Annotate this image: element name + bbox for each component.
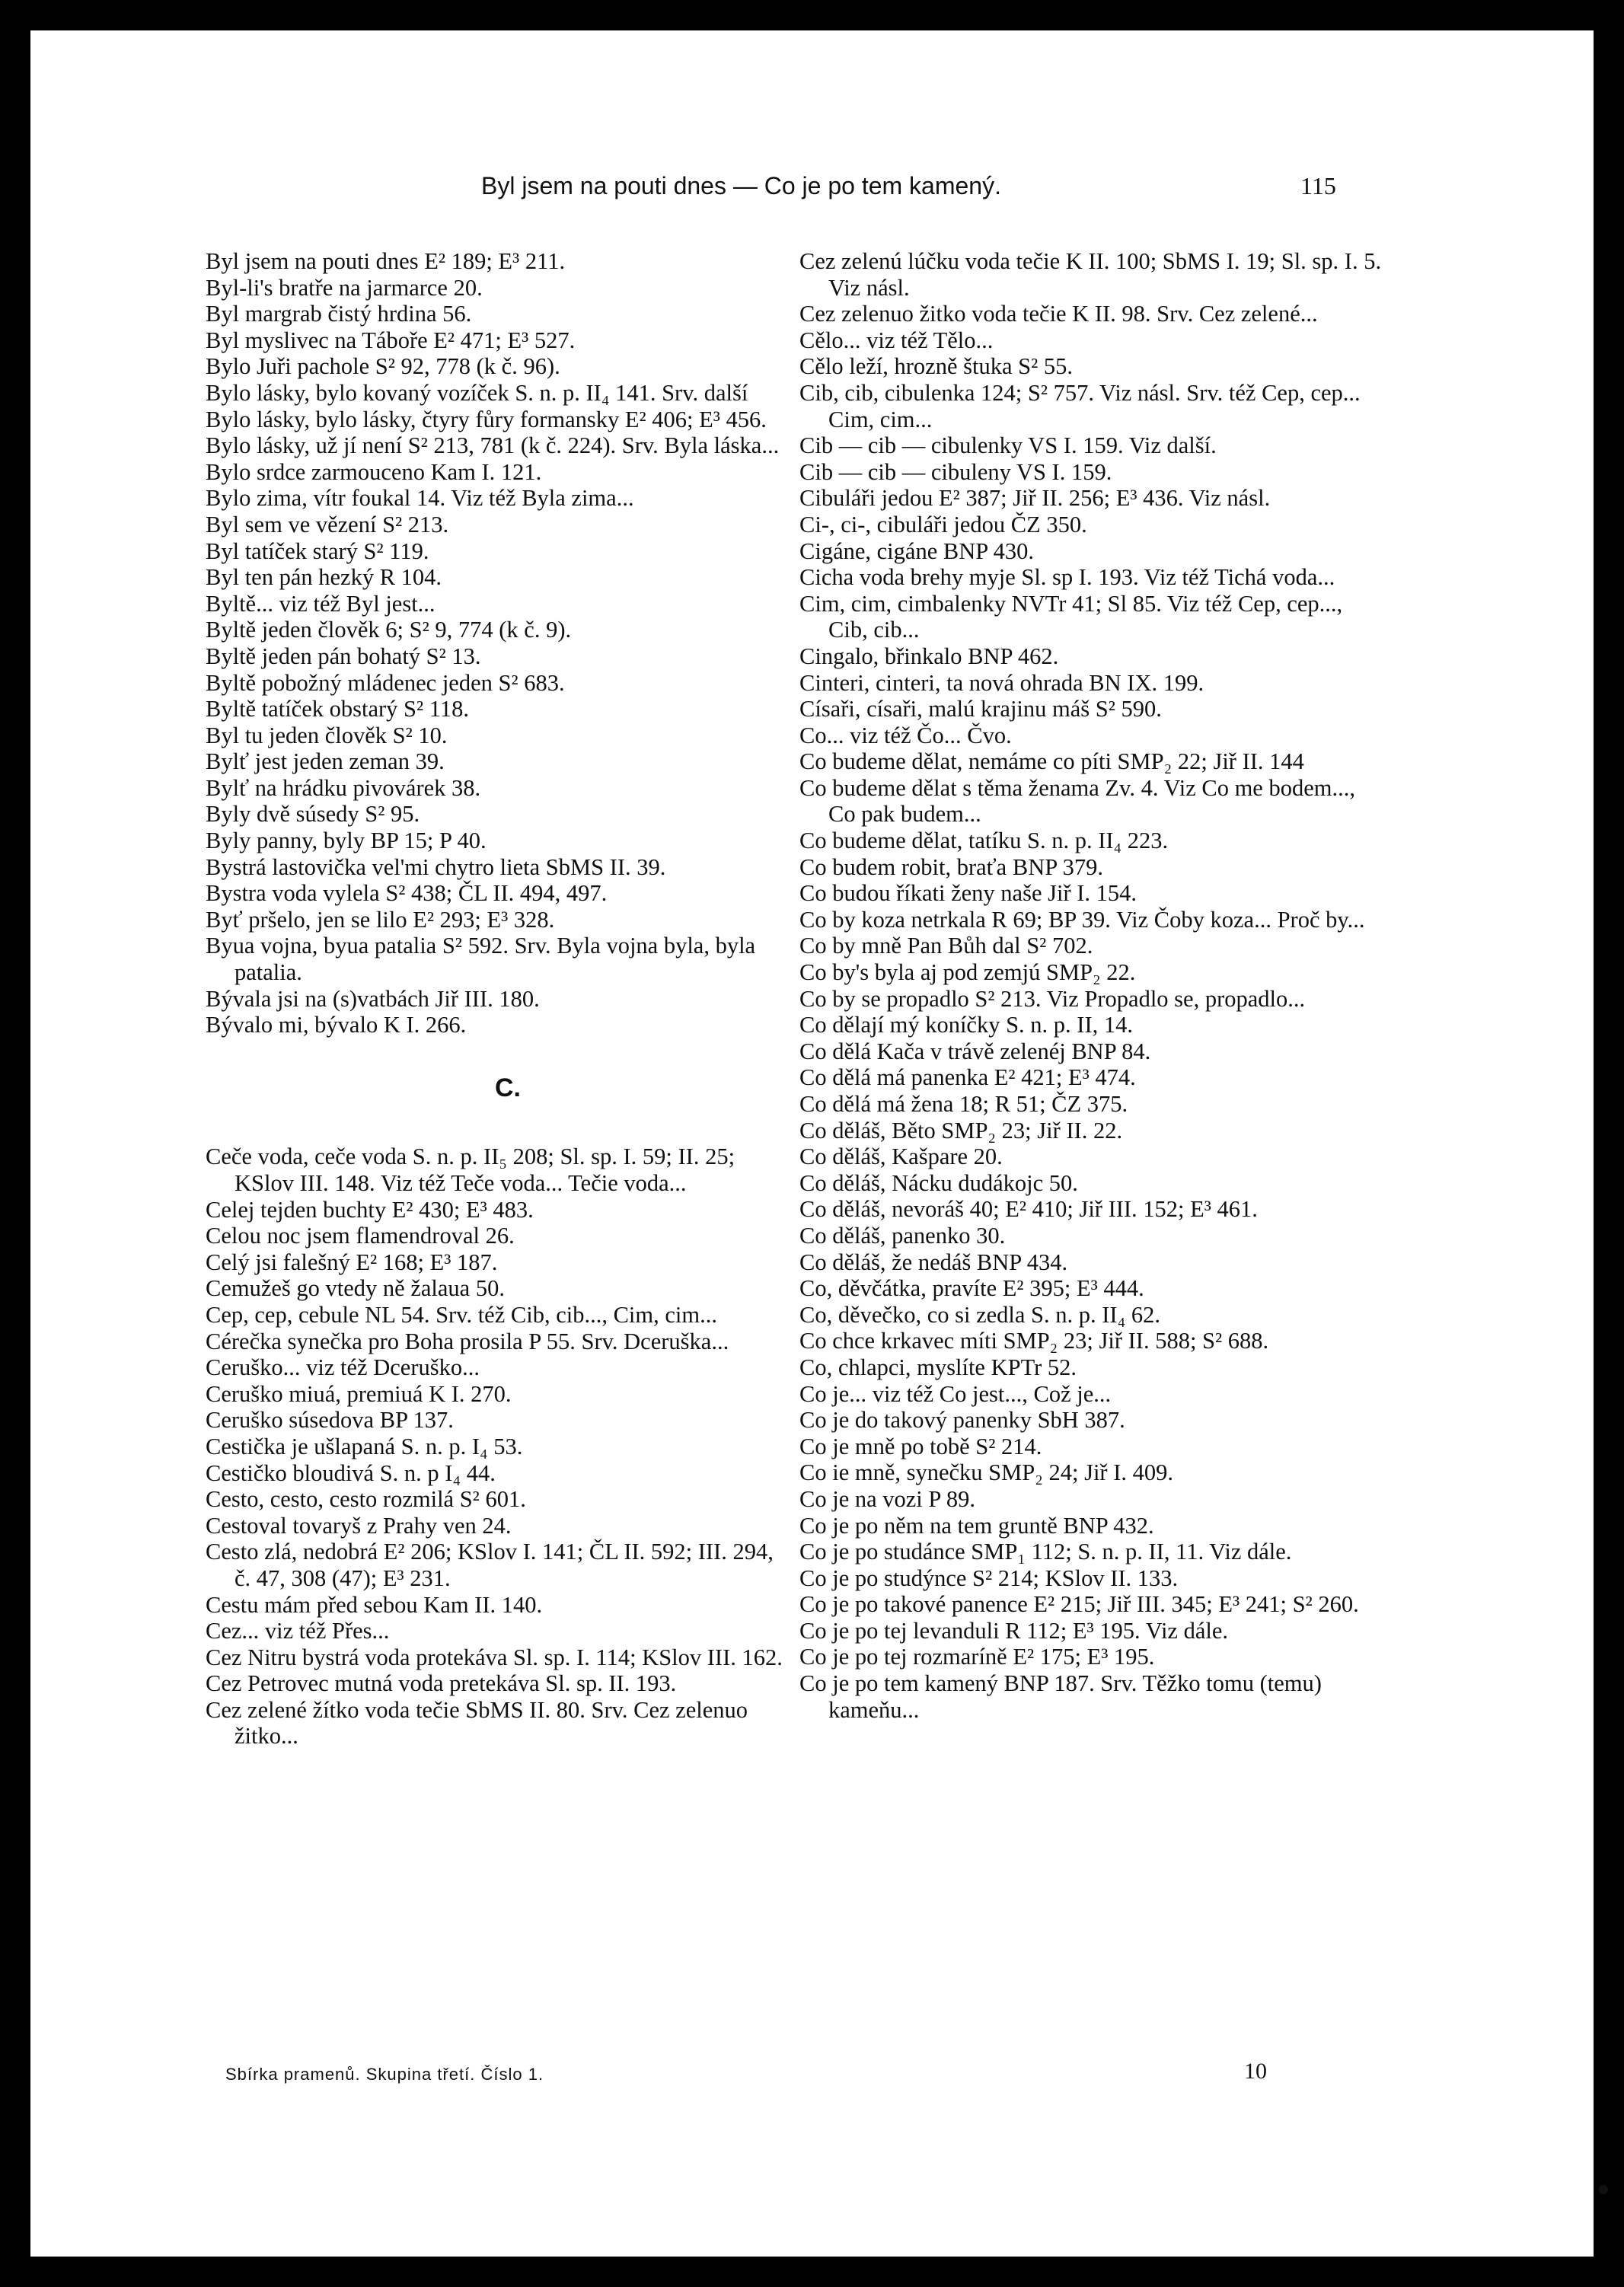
index-entry: Co budem robit, braťa BNP 379. xyxy=(799,853,1104,880)
index-entry: Co je po tej levanduli R 112; E³ 195. Viz dále. xyxy=(799,1617,1228,1644)
index-entry: Co dělá Kača v trávě zelenéj BNP 84. xyxy=(799,1038,1151,1064)
left-entries-after xyxy=(206,1144,784,1750)
index-entry: Bylo lásky, už jí není S² 213, 781 (k č. 224). Srv. Byla láska... xyxy=(206,432,780,459)
index-entry: Byltě tatíček obstarý S² 118. xyxy=(206,696,469,722)
index-entry: Co je do takový panenky SbH 387. xyxy=(799,1407,1125,1434)
index-entry: Co, děvečko, co si zedla S. n. p. II₄ 62. xyxy=(799,1301,1160,1328)
index-entry: Co by's byla aj pod zemjú SMP₂ 22. xyxy=(799,959,1136,986)
header-title: Byl jsem na pouti dnes — Co je po tem kamený. xyxy=(481,172,1001,199)
index-entry: Bylo lásky, bylo lásky, čtyry fůry formansky E² 406; E³ 456. xyxy=(206,406,767,432)
index-entry: Ceruško miuá, premiuá K I. 270. xyxy=(206,1380,512,1407)
index-entry: Byť pršelo, jen se lilo E² 293; E³ 328. xyxy=(206,906,555,933)
index-entry: Co dělá má panenka E² 421; E³ 474. xyxy=(799,1064,1136,1091)
index-entry: Cez zelenú lúčku voda tečie K II. 100; SbMS I. 19; Sl. sp. I. 5. Viz násl. xyxy=(799,248,1382,301)
index-entry: Co budeme dělat s těma ženama Zv. 4. Viz Co me bodem..., Co pak budem... xyxy=(799,774,1355,828)
index-entry: Byl tu jeden člověk S² 10. xyxy=(206,722,448,748)
index-entry: Bývala jsi na (s)vatbách Jiř III. 180. xyxy=(206,985,540,1012)
index-entry: Cingalo, břinkalo BNP 462. xyxy=(799,643,1059,669)
index-entry: Cérečka synečka pro Boha prosila P 55. Srv. Dceruška... xyxy=(206,1328,729,1354)
index-entry: Bylť na hrádku pivovárek 38. xyxy=(206,774,481,801)
index-entry: Co děláš, Běto SMP₂ 23; Jiř II. 22. xyxy=(799,1117,1123,1144)
index-entry: Cesto, cesto, cesto rozmilá S² 601. xyxy=(206,1486,526,1513)
index-entry: Cez zelenuo žitko voda tečie K II. 98. Srv. Cez zelené... xyxy=(799,301,1318,327)
index-entry: Bystra voda vylela S² 438; ČL II. 494, 497. xyxy=(206,880,608,907)
index-entry: Co je po tej rozmaríně E² 175; E³ 195. xyxy=(799,1644,1155,1670)
index-entry: Co dělá má žena 18; R 51; ČZ 375. xyxy=(799,1091,1128,1117)
index-entry: Co by se propadlo S² 213. Viz Propadlo se, propadlo... xyxy=(799,985,1306,1012)
index-entry: Co je... viz též Co jest..., Což je... xyxy=(799,1380,1112,1407)
index-entry: Co je po studýnce S² 214; KSlov II. 133. xyxy=(799,1565,1179,1591)
index-entry: Celou noc jsem flamendroval 26. xyxy=(206,1223,515,1249)
footer-signature: 10 xyxy=(1244,2059,1267,2084)
running-header xyxy=(30,167,1594,206)
index-entry: Ci-, ci-, cibuláři jedou ČZ 350. xyxy=(799,511,1087,537)
index-entry: Ceruško súsedova BP 137. xyxy=(206,1407,454,1434)
index-entry: Co budeme dělat, tatíku S. n. p. II₄ 223. xyxy=(799,828,1169,854)
footer-note: Sbírka pramenů. Skupina třetí. Číslo 1. xyxy=(225,2065,544,2084)
index-entry: Co ie mně, synečku SMP₂ 24; Jiř I. 409. xyxy=(799,1459,1173,1486)
edge-mark xyxy=(1599,2185,1608,2194)
index-entry: Byl-li's bratře na jarmarce 20. xyxy=(206,274,483,301)
index-entry: Co budou říkati ženy naše Jiř I. 154. xyxy=(799,880,1137,907)
index-entry: Co děláš, že nedáš BNP 434. xyxy=(799,1249,1068,1275)
section-letter: C. xyxy=(495,1073,521,1102)
index-entry: Celej tejden buchty E² 430; E³ 483. xyxy=(206,1196,534,1223)
left-entries-before xyxy=(206,248,784,1038)
index-entry: Co dělají mý koníčky S. n. p. II, 14. xyxy=(799,1012,1133,1038)
index-entry: Cinteri, cinteri, ta nová ohrada BN IX. 199. xyxy=(799,669,1204,696)
index-entry: Byltě jeden člověk 6; S² 9, 774 (k č. 9). xyxy=(206,617,572,643)
right-entries xyxy=(799,248,1386,1723)
index-entry: Co... viz též Čo... Čvo. xyxy=(799,722,1012,748)
index-entry: Cib, cib, cibulenka 124; S² 757. Viz násl. Srv. též Cep, cep... Cim, cim... xyxy=(799,379,1361,432)
index-entry: Cim, cim, cimbalenky NVTr 41; Sl 85. Viz též Cep, cep..., Cib, cib... xyxy=(799,590,1343,643)
page xyxy=(30,30,1594,2257)
index-entry: Cez... viz též Přes... xyxy=(206,1618,390,1644)
index-entry: Byl jsem na pouti dnes E² 189; E³ 211. xyxy=(206,248,566,274)
index-entry: Cemužeš go vtedy ně žalaua 50. xyxy=(206,1275,505,1302)
index-entry: Byl tatíček starý S² 119. xyxy=(206,537,429,564)
index-entry: Cesto zlá, nedobrá E² 206; KSlov I. 141; ČL II. 592; III. 294, č. 47, 308 (47); E³ 231. xyxy=(206,1539,774,1591)
index-entry: Ceruško... viz též Dceruško... xyxy=(206,1354,480,1381)
index-entry: Co je po studánce SMP₁ 112; S. n. p. II, 11. Viz dále. xyxy=(799,1539,1292,1565)
index-entry: Co je po takové panence E² 215; Jiř III. 345; E³ 241; S² 260. xyxy=(799,1591,1359,1618)
index-entry: Cez zelené žítko voda tečie SbMS II. 80. Srv. Cez zelenuo žitko... xyxy=(206,1696,748,1750)
index-entry: Cestoval tovaryš z Prahy ven 24. xyxy=(206,1512,512,1539)
index-entry: Byly dvě súsedy S² 95. xyxy=(206,801,420,828)
page-number: 115 xyxy=(1300,172,1336,199)
index-entry: Byl margrab čistý hrdina 56. xyxy=(206,301,472,327)
index-entry: Cez Nitru bystrá voda protekáva Sl. sp. I. 114; KSlov III. 162. xyxy=(206,1644,783,1670)
index-entry: Byl sem ve vězení S² 213. xyxy=(206,511,449,537)
index-entry: Byly panny, byly BP 15; P 40. xyxy=(206,828,487,854)
index-entry: Co je na vozi P 89. xyxy=(799,1485,975,1512)
index-entry: Byl myslivec na Táboře E² 471; E³ 527. xyxy=(206,327,576,353)
index-entry: Bývalo mi, bývalo K I. 266. xyxy=(206,1012,467,1038)
index-entry: Císaři, císaři, malú krajinu máš S² 590. xyxy=(799,696,1162,722)
index-entry: Cělo leží, hrozně štuka S² 55. xyxy=(799,353,1073,380)
left-column xyxy=(206,248,784,1750)
index-entry: Co, chlapci, myslíte KPTr 52. xyxy=(799,1354,1077,1380)
index-entry: Co je mně po tobě S² 214. xyxy=(799,1433,1042,1459)
index-entry: Cibuláři jedou E² 387; Jiř II. 256; E³ 436. Viz násl. xyxy=(799,485,1271,512)
index-entry: Byltě jeden pán bohatý S² 13. xyxy=(206,643,481,669)
index-entry: Co, děvčátka, pravíte E² 395; E³ 444. xyxy=(799,1275,1144,1302)
index-entry: Cez Petrovec mutná voda pretekáva Sl. sp. II. 193. xyxy=(206,1670,677,1697)
index-entry: Cestička je ušlapaná S. n. p. I₄ 53. xyxy=(206,1433,523,1459)
index-entry: Byltě pobožný mládenec jeden S² 683. xyxy=(206,669,565,696)
right-column xyxy=(799,248,1386,1723)
index-entry: Co děláš, nevoráš 40; E² 410; Jiř III. 152; E³ 461. xyxy=(799,1196,1258,1223)
index-entry: Bystrá lastovička vel'mi chytro lieta SbMS II. 39. xyxy=(206,853,666,880)
index-entry: Co je po tem kamený BNP 187. Srv. Těžko tomu (temu) kameňu... xyxy=(799,1670,1322,1723)
index-entry: Co chce krkavec míti SMP₂ 23; Jiř II. 588; S² 688. xyxy=(799,1328,1269,1354)
index-entry: Bylo Juři pachole S² 92, 778 (k č. 96). xyxy=(206,353,560,380)
index-entry: Cestičko bloudivá S. n. p I₄ 44. xyxy=(206,1459,496,1486)
index-entry: Co děláš, panenko 30. xyxy=(799,1222,1006,1249)
index-entry: Bylo srdce zarmouceno Kam I. 121. xyxy=(206,458,542,485)
index-entry: Byltě... viz též Byl jest... xyxy=(206,590,436,617)
index-entry: Cep, cep, cebule NL 54. Srv. též Cib, cib..., Cim, cim... xyxy=(206,1301,717,1328)
index-entry: Ceče voda, ceče voda S. n. p. II₅ 208; Sl. sp. I. 59; II. 25; KSlov III. 148. Viz též Teče voda... Tečie voda... xyxy=(206,1144,735,1196)
index-entry: Cib — cib — cibuleny VS I. 159. xyxy=(799,458,1112,485)
index-entry: Bylo lásky, bylo kovaný vozíček S. n. p. II₄ 141. Srv. další xyxy=(206,379,748,406)
index-entry: Cestu mám před sebou Kam II. 140. xyxy=(206,1591,543,1618)
index-entry: Bylo zima, vítr foukal 14. Viz též Byla zima... xyxy=(206,485,634,512)
index-entry: Co by koza netrkala R 69; BP 39. Viz Čoby koza... Proč by... xyxy=(799,906,1365,933)
index-entry: Co by mně Pan Bůh dal S² 702. xyxy=(799,933,1093,959)
index-entry: Co je po něm na tem gruntě BNP 432. xyxy=(799,1512,1154,1539)
index-entry: Celý jsi falešný E² 168; E³ 187. xyxy=(206,1249,498,1275)
index-entry: Co budeme dělat, nemáme co píti SMP₂ 22; Jiř II. 144 xyxy=(799,748,1304,775)
index-entry: Co děláš, Kašpare 20. xyxy=(799,1144,1003,1170)
index-entry: Byua vojna, byua patalia S² 592. Srv. Byla vojna byla, byla patalia. xyxy=(206,933,756,986)
index-entry: Cigáne, cigáne BNP 430. xyxy=(799,537,1035,564)
index-entry: Bylť jest jeden zeman 39. xyxy=(206,748,445,775)
index-entry: Cělo... viz též Tělo... xyxy=(799,327,994,353)
index-entry: Co děláš, Nácku dudákojc 50. xyxy=(799,1169,1078,1196)
index-entry: Cicha voda brehy myje Sl. sp I. 193. Viz též Tichá voda... xyxy=(799,564,1335,591)
index-entry: Byl ten pán hezký R 104. xyxy=(206,564,442,591)
index-entry: Cib — cib — cibulenky VS I. 159. Viz další. xyxy=(799,432,1217,459)
